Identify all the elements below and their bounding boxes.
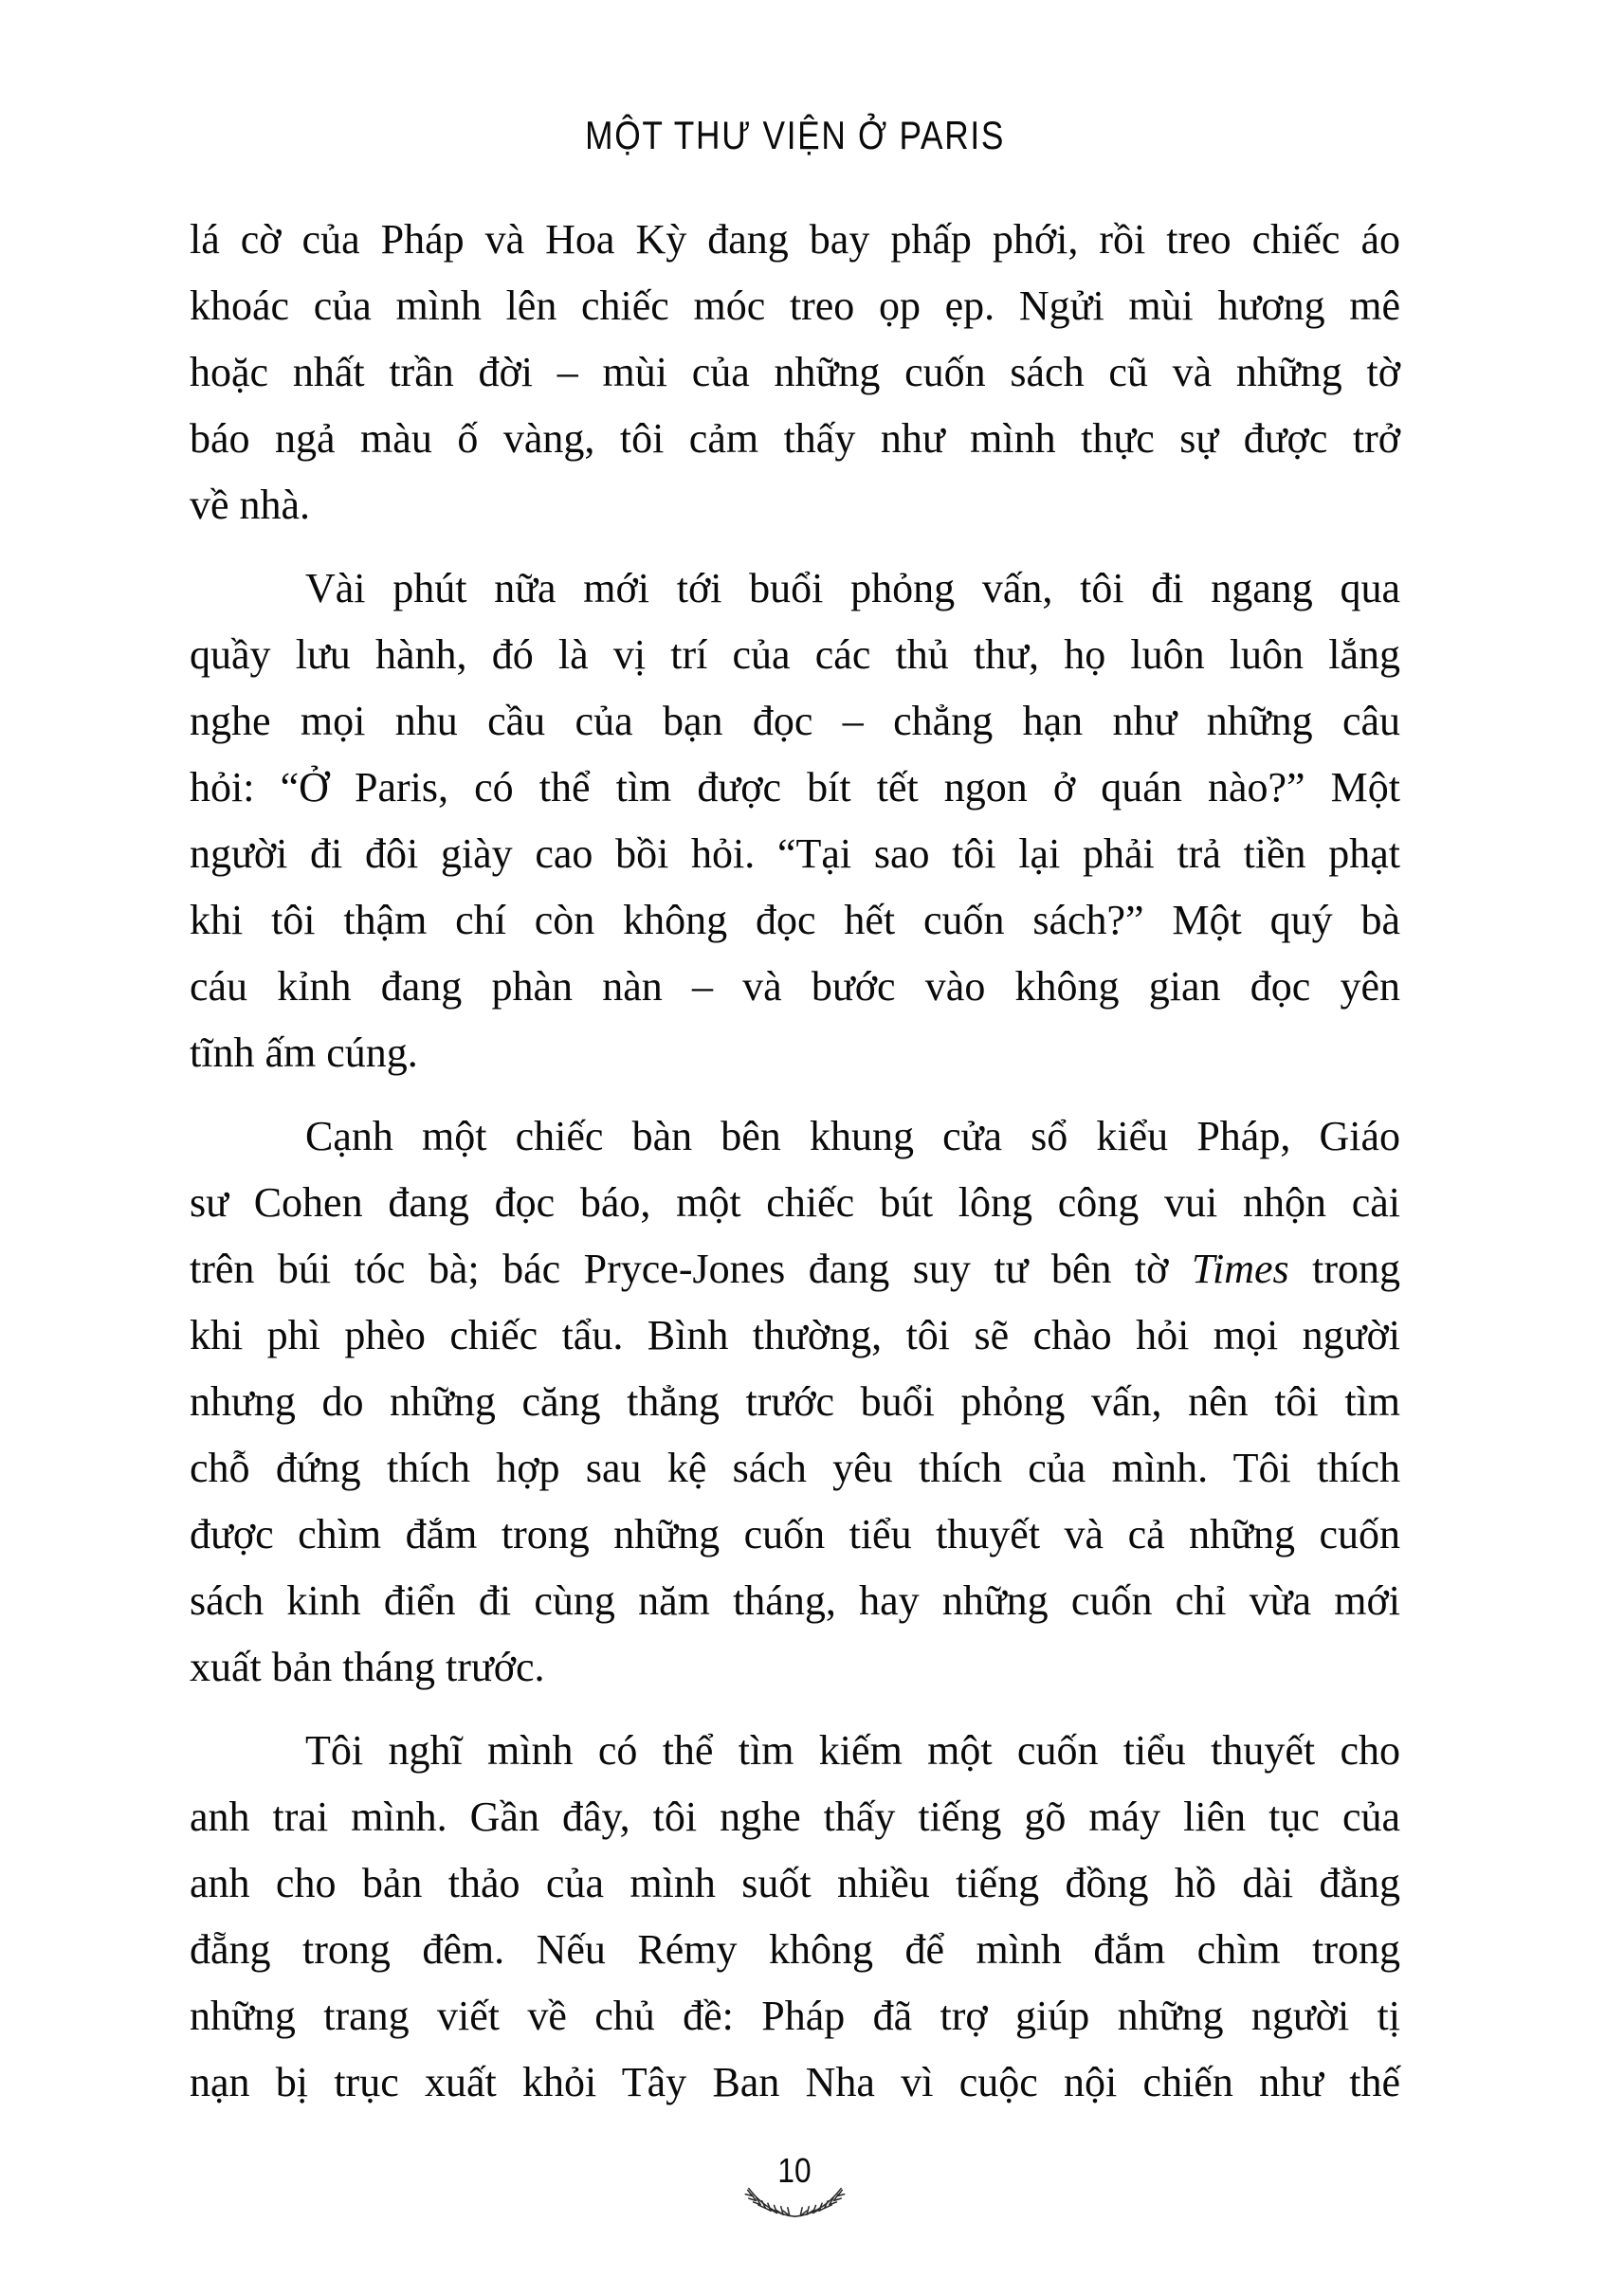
body-paragraphs: [190, 207, 1400, 2116]
text-line: xuất bản tháng trước.: [190, 1644, 545, 1690]
text-line: hỏi: “Ở Paris, có thể tìm được bít tết ngon ở quán nào?” Một: [190, 764, 1400, 811]
text-line: trên búi tóc bà; bác Pryce-Jones đang suy tư bên tờ Times trong: [190, 1246, 1400, 1292]
laurel-right-branch: [795, 2189, 845, 2217]
text-line: anh trai mình. Gần đây, tôi nghe thấy tiếng gõ máy liên tục của: [190, 1794, 1400, 1840]
text-line: khoác của mình lên chiếc móc treo ọp ẹp. Ngửi mùi hương mê: [190, 282, 1400, 329]
text-line: người đi đôi giày cao bồi hỏi. “Tại sao tôi lại phải trả tiền phạt: [190, 830, 1400, 877]
text-line: nghe mọi nhu cầu của bạn đọc – chẳng hạn như những câu: [190, 698, 1400, 744]
text-line: Vài phút nữa mới tới buổi phỏng vấn, tôi đi ngang qua: [305, 565, 1400, 611]
text-line: khi tôi thậm chí còn không đọc hết cuốn sách?” Một quý bà: [190, 897, 1400, 943]
text-line: khi phì phèo chiếc tẩu. Bình thường, tôi sẽ chào hỏi mọi người: [190, 1312, 1400, 1358]
text-line: đẵng trong đêm. Nếu Rémy không để mình đắm chìm trong: [190, 1926, 1400, 1973]
text-line: Cạnh một chiếc bàn bên khung cửa sổ kiểu Pháp, Giáo: [305, 1113, 1400, 1159]
running-header: [190, 113, 1400, 157]
text-line: sách kinh điển đi cùng năm tháng, hay những cuốn chỉ vừa mới: [190, 1577, 1400, 1624]
text-line: được chìm đắm trong những cuốn tiểu thuyết và cả những cuốn: [190, 1511, 1400, 1557]
text-line: lá cờ của Pháp và Hoa Kỳ đang bay phấp phới, rồi treo chiếc áo: [190, 216, 1400, 263]
paragraph: [190, 556, 1400, 1086]
paragraph: [190, 1103, 1400, 1701]
text-line: quầy lưu hành, đó là vị trí của các thủ thư, họ luôn luôn lắng: [190, 631, 1400, 678]
page-number-text: 10: [777, 2151, 812, 2190]
laurel-ornament-icon: [739, 2180, 850, 2220]
running-header-text: MỘT THƯ VIỆN Ở PARIS: [585, 113, 1005, 157]
text-line: những trang viết về chủ đề: Pháp đã trợ giúp những người tị: [190, 1993, 1400, 2039]
text-line: sư Cohen đang đọc báo, một chiếc bút lông công vui nhộn cài: [190, 1179, 1400, 1226]
text-line: nhưng do những căng thẳng trước buổi phỏng vấn, nên tôi tìm: [190, 1378, 1400, 1425]
text-line: anh cho bản thảo của mình suốt nhiều tiếng đồng hồ dài đằng: [190, 1860, 1400, 1906]
text-line: tĩnh ấm cúng.: [190, 1029, 418, 1076]
text-line: hoặc nhất trần đời – mùi của những cuốn sách cũ và những tờ: [190, 349, 1400, 395]
text-line: báo ngả màu ố vàng, tôi cảm thấy như mình thực sự được trở: [190, 415, 1400, 462]
text-line: về nhà.: [190, 482, 311, 528]
text-line: chỗ đứng thích hợp sau kệ sách yêu thích của mình. Tôi thích: [190, 1445, 1400, 1491]
text-line: Tôi nghĩ mình có thể tìm kiếm một cuốn tiểu thuyết cho: [305, 1727, 1400, 1774]
laurel-left-branch: [745, 2189, 794, 2217]
paragraph: [190, 207, 1400, 538]
text-line: nạn bị trục xuất khỏi Tây Ban Nha vì cuộc nội chiến như thế: [190, 2059, 1400, 2105]
paragraph: [190, 1718, 1400, 2116]
text-line: cáu kỉnh đang phàn nàn – và bước vào không gian đọc yên: [190, 963, 1400, 1010]
